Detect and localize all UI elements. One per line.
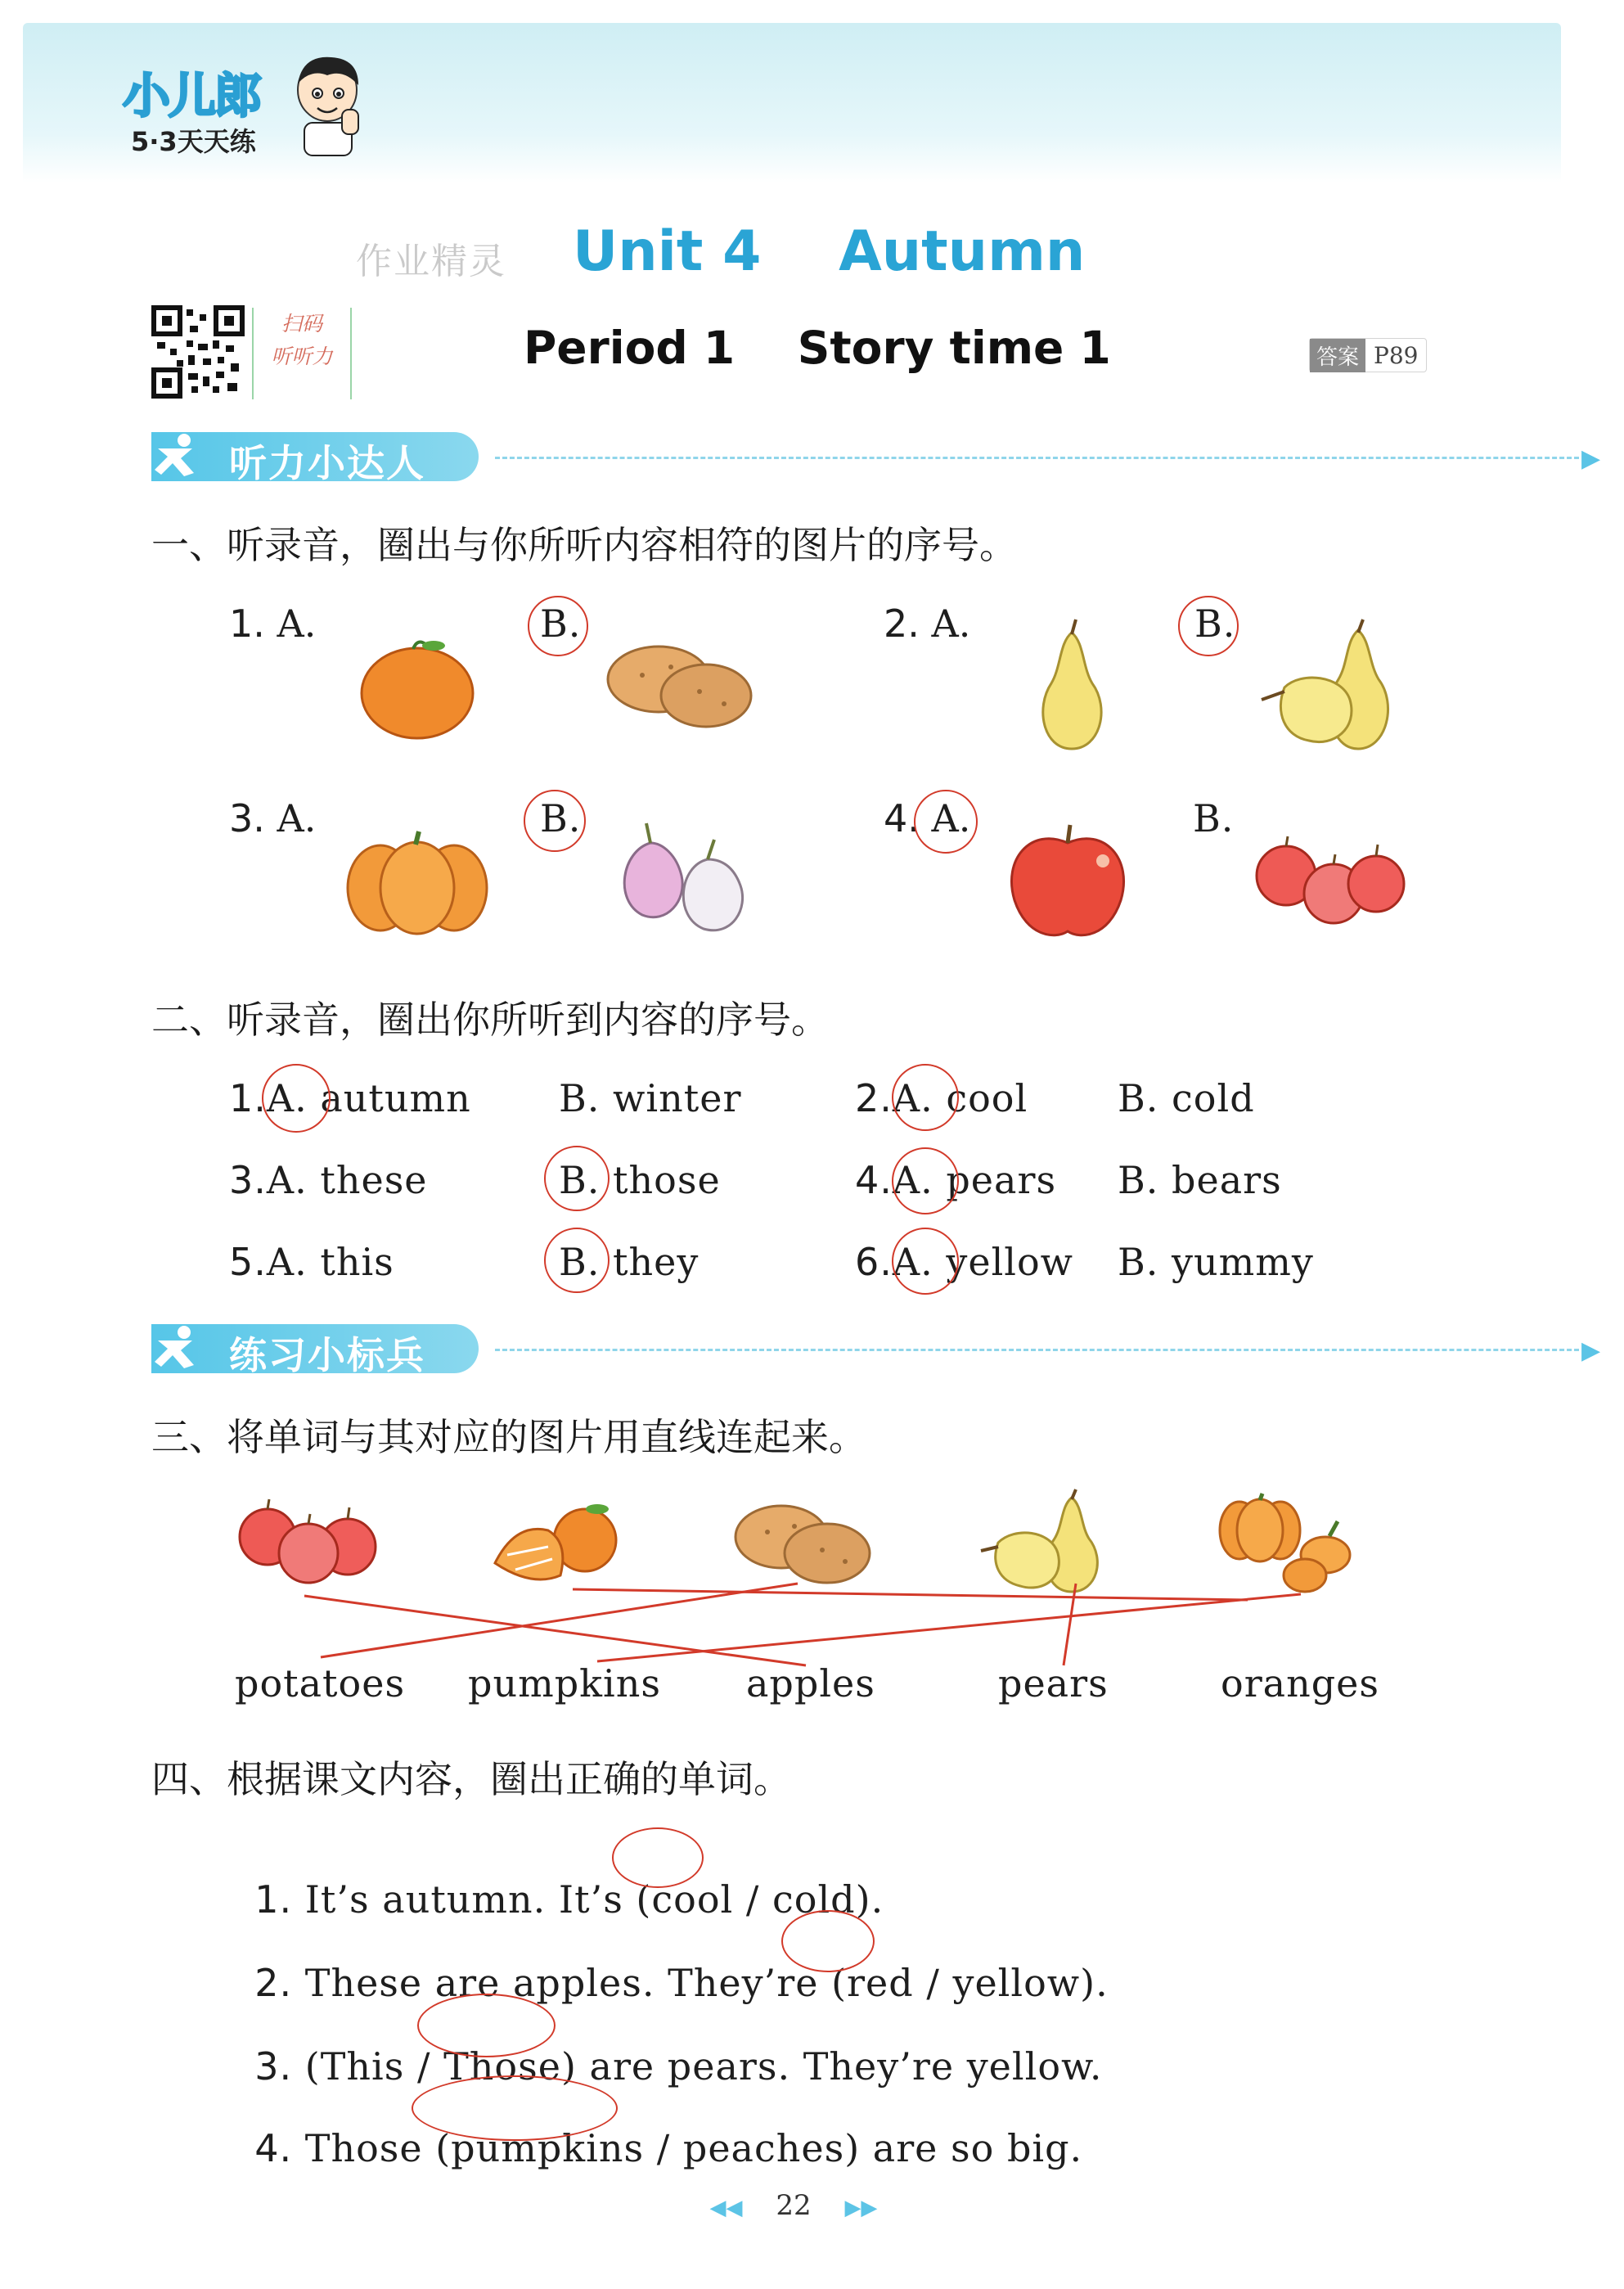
q2-3-option-a[interactable]: A. these (266, 1158, 428, 1202)
q2-6-option-b[interactable]: B. yummy (1118, 1240, 1314, 1284)
q1-4-option-a[interactable]: A. (931, 796, 971, 840)
q2-4-option-a[interactable]: A. pears (892, 1158, 1057, 1202)
answer-circle (412, 2075, 618, 2141)
unit-title: Unit 4 Autumn (573, 219, 1086, 284)
question-1-title: 一、听录音，圈出与你所听内容相符的图片的序号。 (151, 523, 1017, 567)
q1-item-3: 3. A. (229, 796, 317, 840)
q4-1-option-1[interactable]: cool (651, 1877, 734, 1922)
word-apples[interactable]: apples (746, 1661, 875, 1705)
q1-item-1: 1. A. (229, 602, 317, 646)
section-label: 听力小达人 (229, 441, 425, 485)
page-number: 22 (776, 2189, 812, 2222)
answer-circle (612, 1827, 704, 1888)
q4-2-option-2[interactable]: yellow (952, 1961, 1081, 2005)
q4-4-option-2[interactable]: peaches (682, 2126, 845, 2170)
q4-2-option-1[interactable]: red (847, 1961, 914, 2005)
page-footer (695, 2189, 892, 2222)
q2-6-option-a[interactable]: A. yellow (892, 1240, 1074, 1284)
q1-2-option-a[interactable]: A. (931, 602, 971, 646)
q1-4-option-b[interactable]: B. (1193, 796, 1235, 840)
arrow-right-icon: ▶ (1581, 1336, 1601, 1365)
q1-3-option-b[interactable]: B. (540, 796, 582, 840)
answer-circle (417, 1994, 556, 2057)
q2-4-option-b[interactable]: B. bears (1118, 1158, 1282, 1202)
q1-item-4: 4. A. (884, 796, 971, 840)
q4-item-1: 1. It’s autumn. It’s (cool / cold). (254, 1877, 884, 1922)
q2-3-option-b[interactable]: B. those (559, 1158, 721, 1202)
q2-1-option-a[interactable]: A. autumn (266, 1076, 471, 1120)
answer-page: P89 (1374, 341, 1419, 369)
prev-page-icon[interactable]: ◀◀ (709, 2196, 743, 2220)
q4-item-4: 4. Those (pumpkins / peaches) are so big. (254, 2126, 1083, 2170)
question-3-title: 三、将单词与其对应的图片用直线连起来。 (151, 1415, 866, 1459)
q2-item-2: 2.A. cool (855, 1076, 1028, 1120)
word-pears[interactable]: pears (998, 1661, 1109, 1705)
brand-logo: 小儿郎 (123, 68, 261, 124)
answer-tag: 答案 (1310, 339, 1365, 372)
q2-item-4: 4.A. pears (855, 1158, 1057, 1202)
watermark: 作业精灵 (356, 241, 506, 282)
word-oranges[interactable]: oranges (1221, 1661, 1380, 1705)
brand-subtitle: 5·3天天练 (131, 126, 256, 157)
q4-item-2: 2. These are apples. They’re (red / yellow). (254, 1961, 1109, 2005)
section-label: 练习小标兵 (229, 1333, 425, 1377)
q4-3-option-2[interactable]: Those (443, 2044, 561, 2088)
q1-2-option-b[interactable]: B. (1194, 602, 1236, 646)
q2-item-1: 1.A. autumn (229, 1076, 471, 1120)
q4-1-option-2[interactable]: cold (772, 1877, 856, 1922)
word-potatoes[interactable]: potatoes (235, 1661, 406, 1705)
q4-item-3: 3. (This / Those) are pears. They’re yellow. (254, 2044, 1103, 2088)
q1-3-option-a[interactable]: A. (277, 796, 317, 840)
q1-1-option-b[interactable]: B. (540, 602, 582, 646)
question-4-title: 四、根据课文内容，圈出正确的单词。 (151, 1757, 791, 1801)
q2-1-option-b[interactable]: B. winter (559, 1076, 742, 1120)
qr-caption: 扫码 听听力 (252, 308, 352, 399)
arrow-right-icon: ▶ (1581, 444, 1601, 473)
q2-2-option-a[interactable]: A. cool (892, 1076, 1028, 1120)
q2-5-option-b[interactable]: B. they (559, 1240, 700, 1284)
q2-item-6: 6.A. yellow (855, 1240, 1074, 1284)
q2-item-3: 3.A. these (229, 1158, 428, 1202)
q4-3-option-1[interactable]: This (320, 2044, 405, 2088)
q2-5-option-a[interactable]: A. this (266, 1240, 394, 1284)
q4-4-option-1[interactable]: pumpkins (451, 2126, 645, 2170)
q2-item-5: 5.A. this (229, 1240, 394, 1284)
q1-item-2: 2. A. (884, 602, 971, 646)
word-pumpkins[interactable]: pumpkins (468, 1661, 661, 1705)
q1-1-option-a[interactable]: A. (277, 602, 317, 646)
period-title: Period 1 Story time 1 (524, 322, 1111, 374)
next-page-icon[interactable]: ▶▶ (844, 2196, 878, 2220)
answer-circle (781, 1910, 875, 1972)
question-2-title: 二、听录音，圈出你所听到内容的序号。 (151, 998, 829, 1042)
q2-2-option-b[interactable]: B. cold (1118, 1076, 1255, 1120)
